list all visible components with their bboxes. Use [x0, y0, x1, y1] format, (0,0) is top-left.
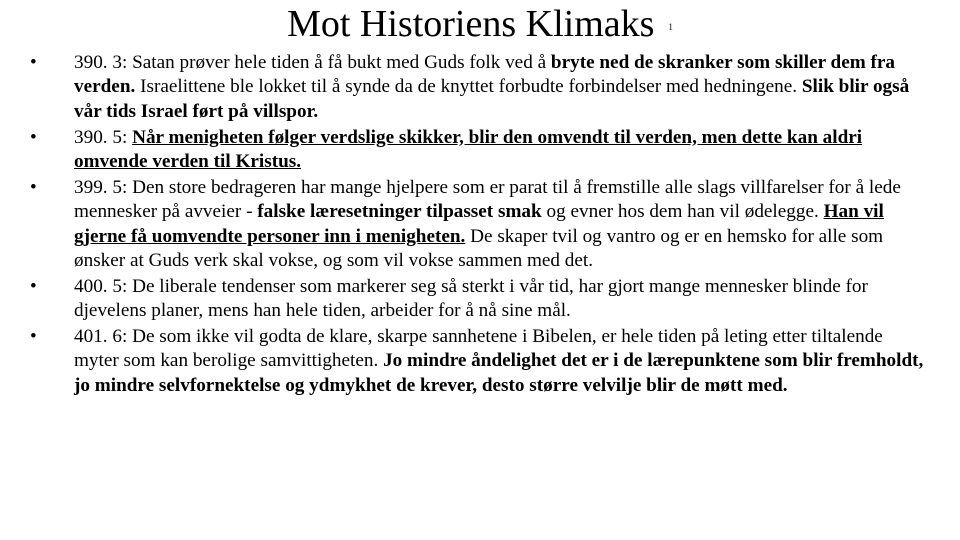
bullet-text: Israelittene ble lokket til å synde da de knyttet forbudte forbindelser med hedningene.	[135, 76, 802, 98]
bullet-item-401-6	[30, 325, 930, 398]
bullet-text: 390. 5:	[74, 126, 133, 148]
bullet-text-bold: Jo mindre åndelighet det er i de lærepunktene som blir fremholdt, jo mindre selvfornektelse og ydmykhet de krever, desto større velvilje blir de møtt med.	[74, 350, 924, 396]
bullet-icon: •	[30, 326, 37, 348]
bullet-icon: •	[30, 275, 37, 297]
bullet-item-400-5	[30, 275, 930, 324]
bullet-text: 399. 5: Den store bedrageren har mange hjelpere som er parat til å fremstille alle slags villfarelser for å lede mennesker på avveier -	[74, 176, 901, 223]
bullet-text-bold-underlined: Når menigheten følger verdslige skikker, blir den omvendt til verden, men dette kan aldri omvende verden til Kristus.	[74, 126, 863, 173]
bullet-text-bold-underlined: Han vil gjerne få uomvendte personer inn i menigheten.	[74, 201, 884, 247]
bullet-text-bold: falske læresetninger tilpasset smak	[257, 201, 542, 223]
bullet-text-bold: Slik blir også vår tids Israel ført på villspor.	[74, 76, 910, 122]
slide-title	[0, 2, 960, 49]
bullet-text: 390. 3: Satan prøver hele tiden å få bukt med Guds folk ved å	[74, 52, 551, 73]
bullet-item-390-5	[30, 126, 930, 175]
bullet-text-bold: bryte ned de skranker som skiller dem fra verden.	[74, 52, 896, 98]
bullet-item-390-3	[30, 51, 930, 124]
bullet-text: De skaper tvil og vantro og er en hemsko for alle som ønsker at Guds verk skal vokse, og som vil vokse sammen med det.	[74, 225, 884, 272]
bullet-list	[30, 51, 930, 400]
bullet-text: 401. 6: De som ikke vil godta de klare, skarpe sannhetene i Bibelen, er hele tiden på leting etter tiltalende myter som kan berolige samvittigheten.	[74, 326, 883, 372]
bullet-icon: •	[30, 126, 37, 148]
bullet-text: 400. 5: De liberale tendenser som markerer seg så sterkt i vår tid, har gjort mange mennesker blinde for djevelens planer, mens han hele tiden, arbeider for å nå sine mål.	[74, 275, 868, 322]
bullet-icon: •	[30, 52, 37, 73]
bullet-icon: •	[30, 176, 37, 198]
slide-title-text: Mot Historiens Klimaks	[287, 3, 655, 45]
bullet-text: og evner hos dem han vil ødelegge.	[541, 201, 824, 223]
bullet-item-399-5	[30, 176, 930, 274]
slide-number: 1	[668, 22, 673, 33]
